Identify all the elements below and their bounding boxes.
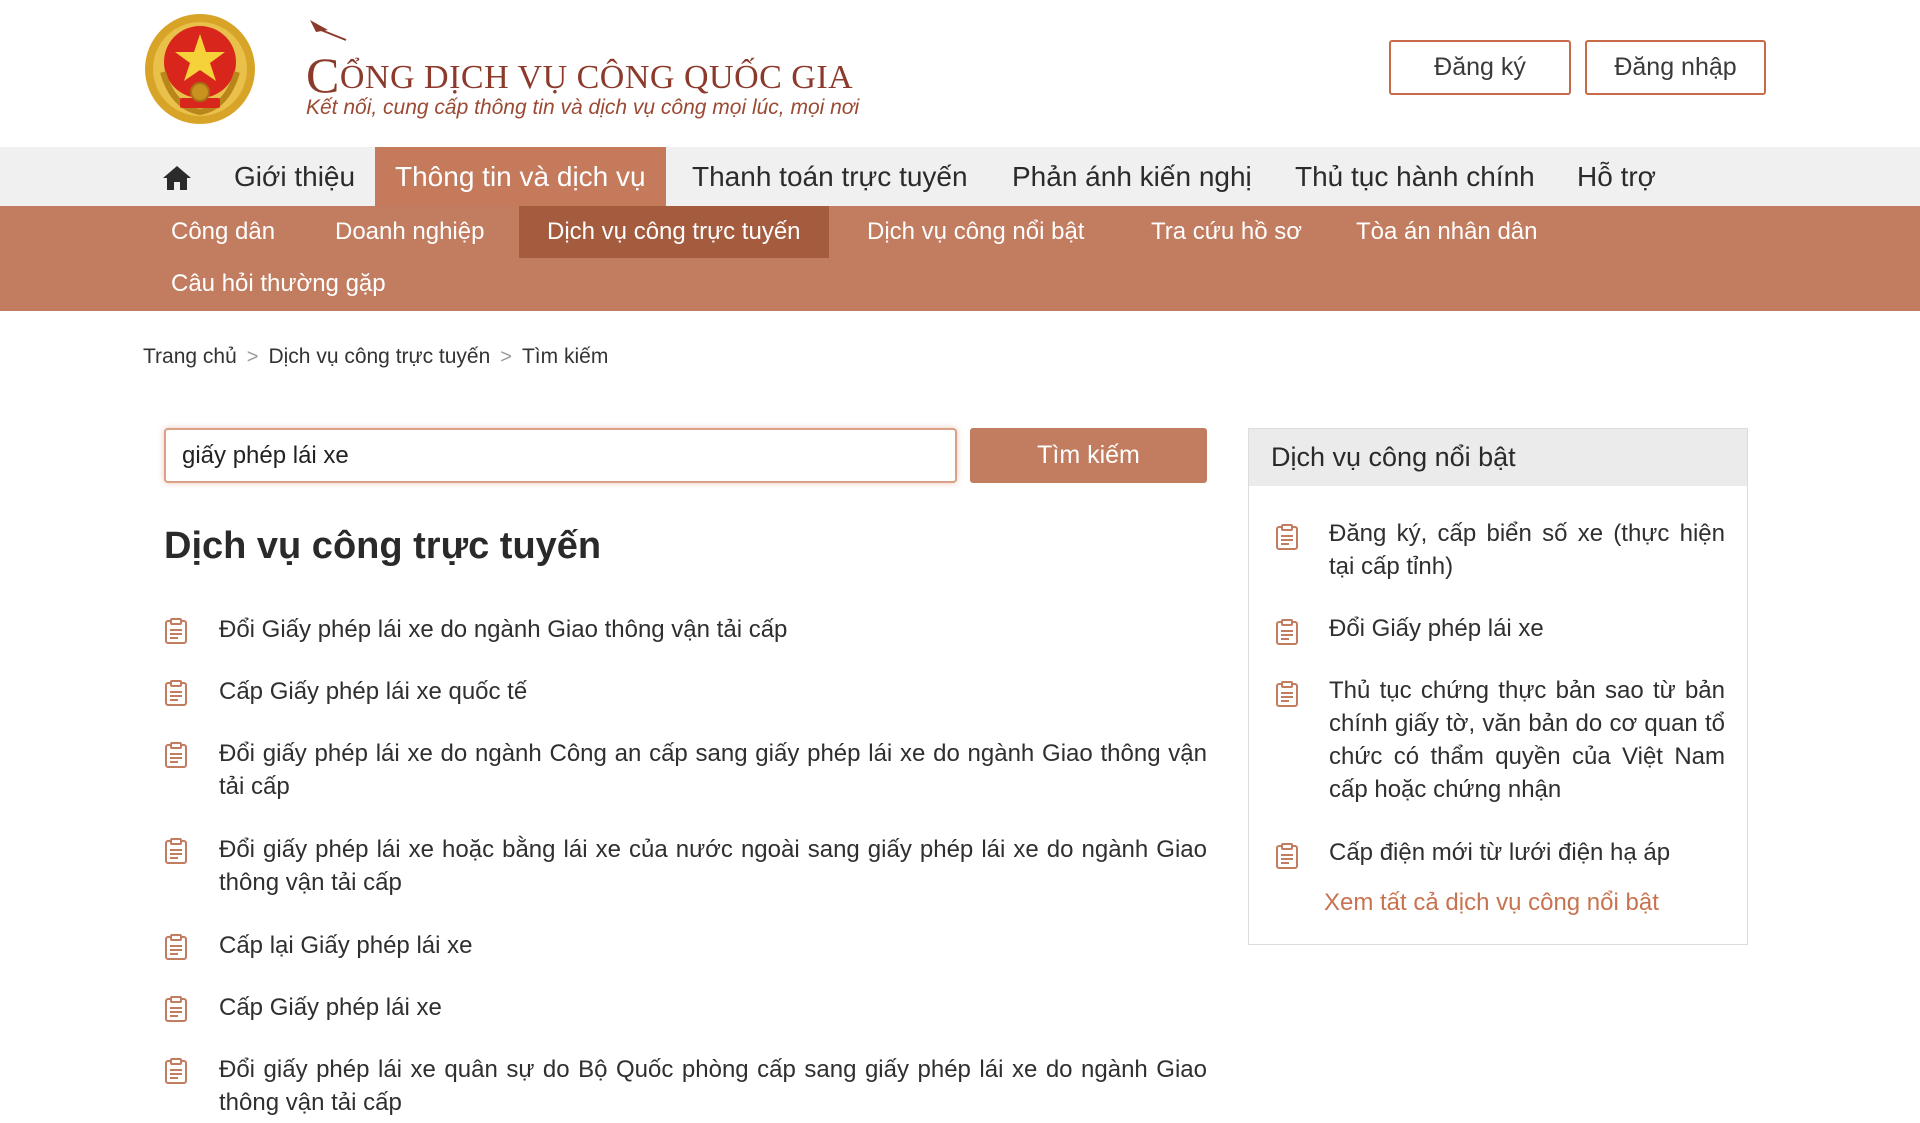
subnav-item-cau-hoi-thuong-gap[interactable]: Câu hỏi thường gặp [171,270,386,297]
result-item[interactable] [164,737,1207,803]
result-item[interactable] [164,929,1207,962]
result-link[interactable]: Đổi giấy phép lái xe do ngành Công an cấp sang giấy phép lái xe do ngành Giao thông vận tải cấp [219,740,1207,800]
result-item[interactable] [164,833,1207,899]
featured-service-item[interactable] [1275,517,1725,583]
result-item[interactable] [164,991,1207,1024]
subnav-item-doanh-nghiep[interactable]: Doanh nghiệp [335,218,485,245]
home-icon[interactable] [161,164,193,192]
document-icon [1275,843,1299,869]
document-icon [164,618,188,644]
search-button[interactable]: Tìm kiếm [970,428,1207,483]
document-icon [164,742,188,768]
subnav-item-cong-dan[interactable]: Công dân [171,218,276,245]
document-icon [164,1058,188,1084]
featured-service-link[interactable]: Đăng ký, cấp biển số xe (thực hiện tại cấp tỉnh) [1329,520,1725,580]
login-button[interactable]: Đăng nhập [1585,40,1766,95]
results-title: Dịch vụ công trực tuyến [164,525,602,567]
result-link[interactable]: Cấp lại Giấy phép lái xe [219,932,473,959]
subnav-item-tra-cuu-ho-so[interactable]: Tra cứu hồ sơ [1151,218,1302,245]
result-item[interactable] [164,675,1207,708]
document-icon [164,680,188,706]
result-link[interactable]: Cấp Giấy phép lái xe quốc tế [219,678,528,705]
featured-service-link[interactable]: Đổi Giấy phép lái xe [1329,615,1544,642]
site-header [0,0,1920,147]
featured-service-item[interactable] [1275,836,1725,869]
breadcrumb-separator: > [246,345,259,368]
result-link[interactable]: Đổi giấy phép lái xe quân sự do Bộ Quốc phòng cấp sang giấy phép lái xe do ngành Giao thông vận tải cấp [219,1056,1207,1116]
featured-services-title: Dịch vụ công nổi bật [1249,429,1747,486]
document-icon [1275,524,1299,550]
result-item[interactable] [164,613,1207,646]
result-item[interactable] [164,1053,1207,1119]
nav-item-phan-anh-kien-nghi[interactable]: Phản ánh kiến nghị [1012,160,1252,192]
featured-service-link[interactable]: Thủ tục chứng thực bản sao từ bản chính giấy tờ, văn bản do cơ quan tổ chức có thẩm quyền của Việt Nam cấp hoặc chứng nhận [1329,677,1725,803]
document-icon [1275,619,1299,645]
brand-title-cap: C [306,47,340,103]
breadcrumb-current: Tìm kiếm [521,345,609,368]
nav-item-thanh-toan-truc-tuyen[interactable]: Thanh toán trực tuyến [692,160,968,192]
breadcrumb-home[interactable]: Trang chủ [143,345,237,368]
brand-title-rest: ỔNG DỊCH VỤ CÔNG QUỐC GIA [339,59,854,96]
featured-services-panel [1248,428,1748,945]
view-all-featured-link[interactable]: Xem tất cả dịch vụ công nổi bật [1324,889,1659,916]
featured-service-item[interactable] [1275,612,1725,645]
subnav-item-dich-vu-cong-noi-bat[interactable]: Dịch vụ công nổi bật [867,218,1085,245]
document-icon [164,996,188,1022]
nav-item-thong-tin-va-dich-vu[interactable]: Thông tin và dịch vụ [375,147,666,206]
document-icon [164,838,188,864]
search-input[interactable] [164,428,957,483]
nav-item-thu-tuc-hanh-chinh[interactable]: Thủ tục hành chính [1295,160,1535,192]
subnav-item-dich-vu-cong-truc-tuyen[interactable]: Dịch vụ công trực tuyến [519,206,829,258]
subnav-item-toa-an-nhan-dan[interactable]: Tòa án nhân dân [1356,218,1538,245]
featured-service-link[interactable]: Cấp điện mới từ lưới điện hạ áp [1329,839,1671,866]
breadcrumb [143,342,608,372]
national-emblem-icon[interactable] [143,12,257,126]
featured-service-item[interactable] [1275,674,1725,806]
register-button[interactable]: Đăng ký [1389,40,1571,95]
document-icon [164,934,188,960]
breadcrumb-separator: > [500,345,512,368]
nav-item-gioi-thieu[interactable]: Giới thiệu [234,160,356,192]
nav-item-ho-tro[interactable]: Hỗ trợ [1577,160,1657,192]
result-link[interactable]: Đổi Giấy phép lái xe do ngành Giao thông vận tải cấp [219,616,788,643]
result-link[interactable]: Đổi giấy phép lái xe hoặc bằng lái xe của nước ngoài sang giấy phép lái xe do ngành Giao thông vận tải cấp [219,836,1207,896]
brand-title [306,42,854,103]
result-link[interactable]: Cấp Giấy phép lái xe [219,994,442,1021]
document-icon [1275,681,1299,707]
breadcrumb-dich-vu-cong-truc-tuyen[interactable]: Dịch vụ công trực tuyến [268,345,491,368]
brand-slogan: Kết nối, cung cấp thông tin và dịch vụ công mọi lúc, mọi nơi [306,96,860,119]
